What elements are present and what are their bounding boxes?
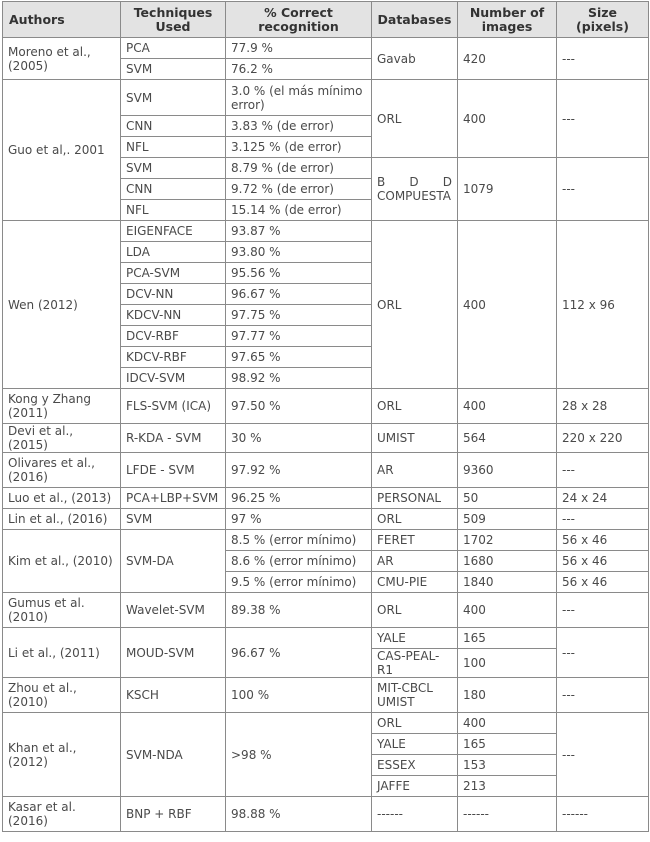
images-cell: 100 xyxy=(458,649,557,678)
images-cell: 1702 xyxy=(458,530,557,551)
database-cell: AR xyxy=(372,551,458,572)
technique-cell: SVM xyxy=(121,59,226,80)
technique-cell: EIGENFACE xyxy=(121,221,226,242)
rate-cell: 97.75 % xyxy=(226,305,372,326)
technique-cell: SVM-NDA xyxy=(121,713,226,797)
table-row xyxy=(3,80,649,116)
rate-cell: 8.6 % (error mínimo) xyxy=(226,551,372,572)
author-cell: Khan et al., (2012) xyxy=(3,713,121,797)
images-cell: 400 xyxy=(458,80,557,158)
technique-cell: PCA+LBP+SVM xyxy=(121,488,226,509)
author-cell: Zhou et al., (2010) xyxy=(3,678,121,713)
technique-cell: R-KDA - SVM xyxy=(121,424,226,453)
technique-cell: DCV-RBF xyxy=(121,326,226,347)
author-cell: Moreno et al., (2005) xyxy=(3,38,121,80)
table-row xyxy=(3,628,649,649)
author-cell: Olivares et al., (2016) xyxy=(3,453,121,488)
images-cell: 420 xyxy=(458,38,557,80)
size-cell: ------ xyxy=(557,797,649,832)
rate-cell: 3.125 % (de error) xyxy=(226,137,372,158)
technique-cell: MOUD-SVM xyxy=(121,628,226,678)
database-cell: CAS-PEAL-R1 xyxy=(372,649,458,678)
rate-cell: 100 % xyxy=(226,678,372,713)
images-cell: 165 xyxy=(458,734,557,755)
database-cell: ORL xyxy=(372,593,458,628)
database-cell: YALE xyxy=(372,628,458,649)
images-cell: 400 xyxy=(458,389,557,424)
technique-cell: SVM xyxy=(121,158,226,179)
rate-cell: 97.65 % xyxy=(226,347,372,368)
author-cell: Wen (2012) xyxy=(3,221,121,389)
technique-cell: NFL xyxy=(121,137,226,158)
database-cell: ORL xyxy=(372,80,458,158)
database-cell: Gavab xyxy=(372,38,458,80)
rate-cell: 97 % xyxy=(226,509,372,530)
images-cell: 153 xyxy=(458,755,557,776)
technique-cell: BNP + RBF xyxy=(121,797,226,832)
rate-cell: 30 % xyxy=(226,424,372,453)
size-cell: --- xyxy=(557,713,649,797)
database-line: COMPUESTA xyxy=(377,189,452,203)
rate-cell: 76.2 % xyxy=(226,59,372,80)
database-cell: ORL xyxy=(372,713,458,734)
database-line: B D D xyxy=(377,175,452,189)
size-cell: --- xyxy=(557,509,649,530)
header-size: Size (pixels) xyxy=(557,2,649,38)
database-cell: UMIST xyxy=(372,424,458,453)
technique-cell: KSCH xyxy=(121,678,226,713)
size-cell: 24 x 24 xyxy=(557,488,649,509)
images-cell: ------ xyxy=(458,797,557,832)
header-techniques: Techniques Used xyxy=(121,2,226,38)
rate-cell: 96.67 % xyxy=(226,628,372,678)
size-cell: 56 x 46 xyxy=(557,551,649,572)
author-cell: Devi et al., (2015) xyxy=(3,424,121,453)
author-cell: Kim et al., (2010) xyxy=(3,530,121,593)
database-cell: AR xyxy=(372,453,458,488)
images-cell: 400 xyxy=(458,713,557,734)
rate-cell: >98 % xyxy=(226,713,372,797)
database-cell: FERET xyxy=(372,530,458,551)
technique-cell: DCV-NN xyxy=(121,284,226,305)
technique-cell: LFDE - SVM xyxy=(121,453,226,488)
header-row xyxy=(3,2,649,38)
size-cell: --- xyxy=(557,80,649,158)
rate-cell: 8.5 % (error mínimo) xyxy=(226,530,372,551)
rate-cell: 93.87 % xyxy=(226,221,372,242)
database-cell: ORL xyxy=(372,389,458,424)
table-row xyxy=(3,530,649,551)
rate-cell: 98.88 % xyxy=(226,797,372,832)
size-cell: 28 x 28 xyxy=(557,389,649,424)
size-cell: --- xyxy=(557,593,649,628)
rate-cell: 77.9 % xyxy=(226,38,372,59)
images-cell: 400 xyxy=(458,593,557,628)
table-row xyxy=(3,797,649,832)
header-correct-recognition: % Correct recognition xyxy=(226,2,372,38)
technique-cell: LDA xyxy=(121,242,226,263)
rate-cell: 3.83 % (de error) xyxy=(226,116,372,137)
images-cell: 1840 xyxy=(458,572,557,593)
database-cell: ORL xyxy=(372,509,458,530)
technique-cell: SVM xyxy=(121,509,226,530)
author-cell: Kasar et al. (2016) xyxy=(3,797,121,832)
rate-cell: 89.38 % xyxy=(226,593,372,628)
author-cell: Guo et al,. 2001 xyxy=(3,80,121,221)
comparison-table xyxy=(2,1,649,832)
size-cell: --- xyxy=(557,453,649,488)
images-cell: 400 xyxy=(458,221,557,389)
size-cell: --- xyxy=(557,158,649,221)
rate-cell: 97.50 % xyxy=(226,389,372,424)
technique-cell: IDCV-SVM xyxy=(121,368,226,389)
rate-cell: 97.77 % xyxy=(226,326,372,347)
table-row xyxy=(3,678,649,713)
technique-cell: CNN xyxy=(121,116,226,137)
table-row xyxy=(3,453,649,488)
author-cell: Li et al., (2011) xyxy=(3,628,121,678)
size-cell: --- xyxy=(557,678,649,713)
table-row xyxy=(3,488,649,509)
rate-cell: 3.0 % (el más mínimo error) xyxy=(226,80,372,116)
database-cell: ORL xyxy=(372,221,458,389)
table-row xyxy=(3,509,649,530)
size-cell: --- xyxy=(557,628,649,678)
table-row xyxy=(3,713,649,734)
rate-cell: 9.5 % (error mínimo) xyxy=(226,572,372,593)
images-cell: 213 xyxy=(458,776,557,797)
images-cell: 9360 xyxy=(458,453,557,488)
author-cell: Kong y Zhang (2011) xyxy=(3,389,121,424)
technique-cell: KDCV-RBF xyxy=(121,347,226,368)
images-cell: 165 xyxy=(458,628,557,649)
technique-cell: PCA xyxy=(121,38,226,59)
table-row xyxy=(3,221,649,242)
size-cell: 56 x 46 xyxy=(557,572,649,593)
header-number-of-images: Number of images xyxy=(458,2,557,38)
database-cell: ESSEX xyxy=(372,755,458,776)
size-cell: --- xyxy=(557,38,649,80)
technique-cell: PCA-SVM xyxy=(121,263,226,284)
technique-cell: NFL xyxy=(121,200,226,221)
size-cell: 56 x 46 xyxy=(557,530,649,551)
table-row xyxy=(3,424,649,453)
images-cell: 509 xyxy=(458,509,557,530)
database-cell: MIT-CBCL UMIST xyxy=(372,678,458,713)
author-cell: Gumus et al. (2010) xyxy=(3,593,121,628)
rate-cell: 9.72 % (de error) xyxy=(226,179,372,200)
table-row xyxy=(3,593,649,628)
database-cell: JAFFE xyxy=(372,776,458,797)
database-cell: PERSONAL xyxy=(372,488,458,509)
rate-cell: 97.92 % xyxy=(226,453,372,488)
database-cell: YALE xyxy=(372,734,458,755)
rate-cell: 95.56 % xyxy=(226,263,372,284)
table-row xyxy=(3,38,649,59)
table-row xyxy=(3,389,649,424)
technique-cell: SVM-DA xyxy=(121,530,226,593)
rate-cell: 93.80 % xyxy=(226,242,372,263)
images-cell: 180 xyxy=(458,678,557,713)
technique-cell: FLS-SVM (ICA) xyxy=(121,389,226,424)
images-cell: 1680 xyxy=(458,551,557,572)
database-cell xyxy=(372,158,458,221)
technique-cell: CNN xyxy=(121,179,226,200)
technique-cell: SVM xyxy=(121,80,226,116)
rate-cell: 96.25 % xyxy=(226,488,372,509)
technique-cell: KDCV-NN xyxy=(121,305,226,326)
images-cell: 564 xyxy=(458,424,557,453)
size-cell: 112 x 96 xyxy=(557,221,649,389)
rate-cell: 98.92 % xyxy=(226,368,372,389)
size-cell: 220 x 220 xyxy=(557,424,649,453)
author-cell: Lin et al., (2016) xyxy=(3,509,121,530)
images-cell: 1079 xyxy=(458,158,557,221)
header-databases: Databases xyxy=(372,2,458,38)
rate-cell: 15.14 % (de error) xyxy=(226,200,372,221)
database-cell: ------ xyxy=(372,797,458,832)
database-cell: CMU-PIE xyxy=(372,572,458,593)
header-authors: Authors xyxy=(3,2,121,38)
images-cell: 50 xyxy=(458,488,557,509)
rate-cell: 8.79 % (de error) xyxy=(226,158,372,179)
rate-cell: 96.67 % xyxy=(226,284,372,305)
author-cell: Luo et al., (2013) xyxy=(3,488,121,509)
technique-cell: Wavelet-SVM xyxy=(121,593,226,628)
